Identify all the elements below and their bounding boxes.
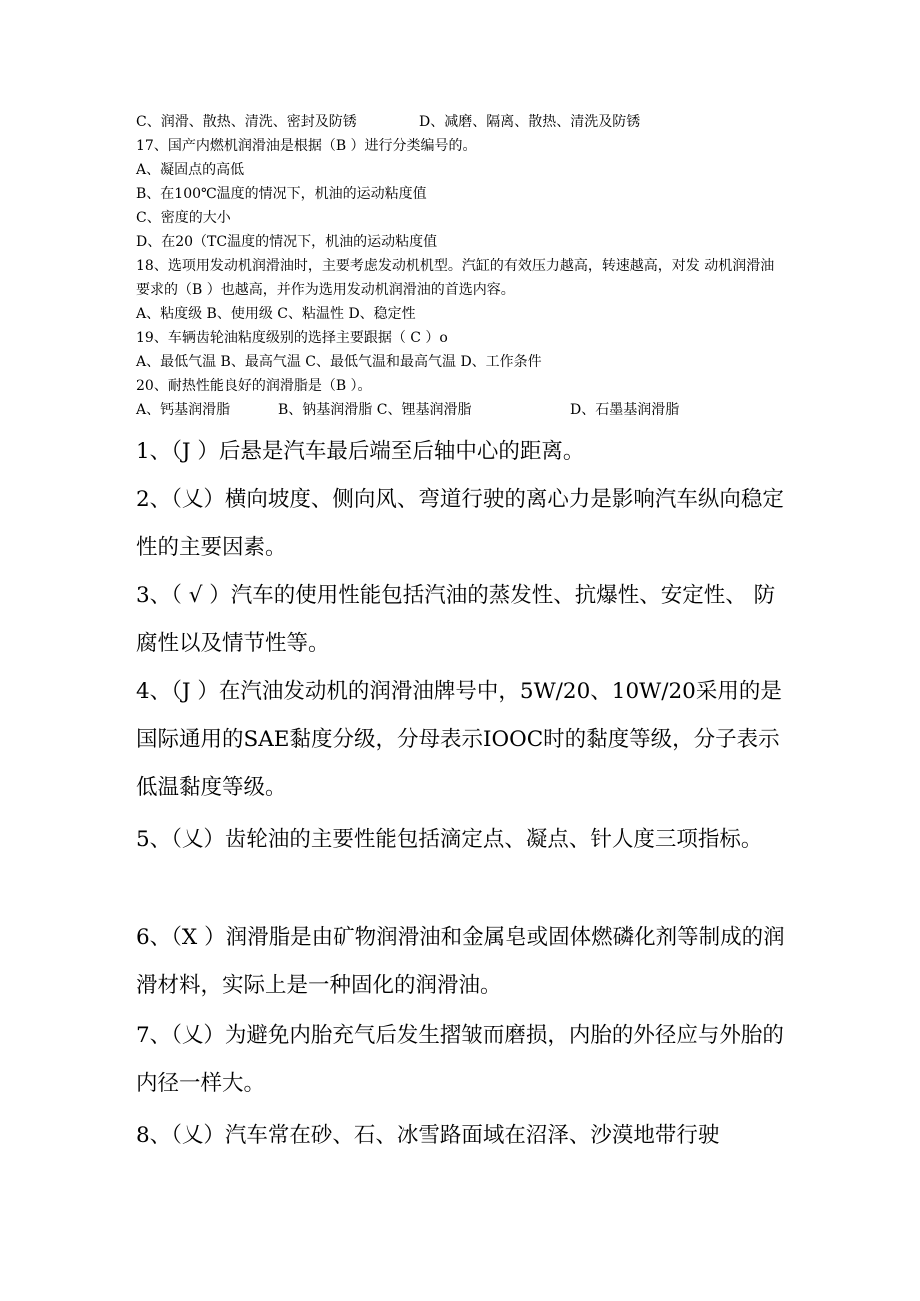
q16-options-row	[136, 110, 836, 134]
q17-question: 17、国产内燃机润滑油是根据（B ）进行分类编号的。	[136, 138, 477, 154]
tf-item-2: 2、（乂）横向坡度、侧向风、弯道行驶的离心力是影响汽车纵向稳定性的主要因素。	[136, 487, 784, 560]
q17-option-c: C、密度的大小	[136, 210, 231, 226]
q20-option-d: D、石墨基润滑脂	[570, 402, 680, 418]
q18-question: 18、选项用发动机润滑油时，主要考虑发动机机型。汽缸的有效压力越高，转速越高，对发 动机润滑油要求的（B ）也越高，并作为选用发动机润滑油的首选内容。	[136, 258, 775, 298]
tf-item-7: 7、（乂）为避免内胎充气后发生摺皱而磨损，内胎的外径应与外胎的内径一样大。	[136, 1023, 784, 1096]
tf-item-3: 3、（ √ ）汽车的使用性能包括汽油的蒸发性、抗爆性、安定性、 防腐性以及情节性等。	[136, 583, 776, 656]
q17-option-b: B、在100℃温度的情况下，机油的运动粘度值	[136, 186, 427, 202]
tf-item-4: 4、（J ）在汽油发动机的润滑油牌号中，5W/20、10W/20采用的是国际通用的SAE黏度分级，分母表示IOOC时的黏度等级，分子表示低温黏度等级。	[136, 679, 782, 800]
q20-question: 20、耐热性能良好的润滑脂是（B ）。	[136, 378, 372, 394]
q16-option-c: C、润滑、散热、清洗、密封及防锈	[136, 114, 357, 130]
q20-option-bc: B、钠基润滑脂 C、锂基润滑脂	[278, 402, 472, 418]
q18-options: A、粘度级 B、使用级 C、粘温性 D、稳定性	[136, 306, 416, 322]
q19-options: A、最低气温 B、最高气温 C、最低气温和最高气温 D、工作条件	[136, 354, 542, 370]
tf-item-8: 8、（乂）汽车常在砂、石、冰雪路面域在沼泽、沙漠地带行驶	[136, 1123, 720, 1148]
tf-item-5: 5、（乂）齿轮油的主要性能包括滴定点、凝点、针人度三项指标。	[136, 827, 763, 852]
q16-option-d: D、减磨、隔离、散热、清洗及防锈	[419, 114, 641, 130]
q17-option-a: A、凝固点的高低	[136, 162, 245, 178]
q20-options-row	[136, 398, 836, 422]
tf-item-1: 1、（J ）后悬是汽车最后端至后轴中心的距离。	[136, 439, 585, 464]
q20-option-a: A、钙基润滑脂	[136, 402, 231, 418]
tf-item-6: 6、（X ）润滑脂是由矿物润滑油和金属皂或固体燃磷化剂等制成的润滑材料，实际上是一种固化的润滑油。	[136, 925, 785, 998]
q17-option-d: D、在20（TC温度的情况下，机油的运动粘度值	[136, 234, 438, 250]
q19-question: 19、车辆齿轮油粘度级别的选择主要跟据（ C ）o	[136, 330, 448, 346]
